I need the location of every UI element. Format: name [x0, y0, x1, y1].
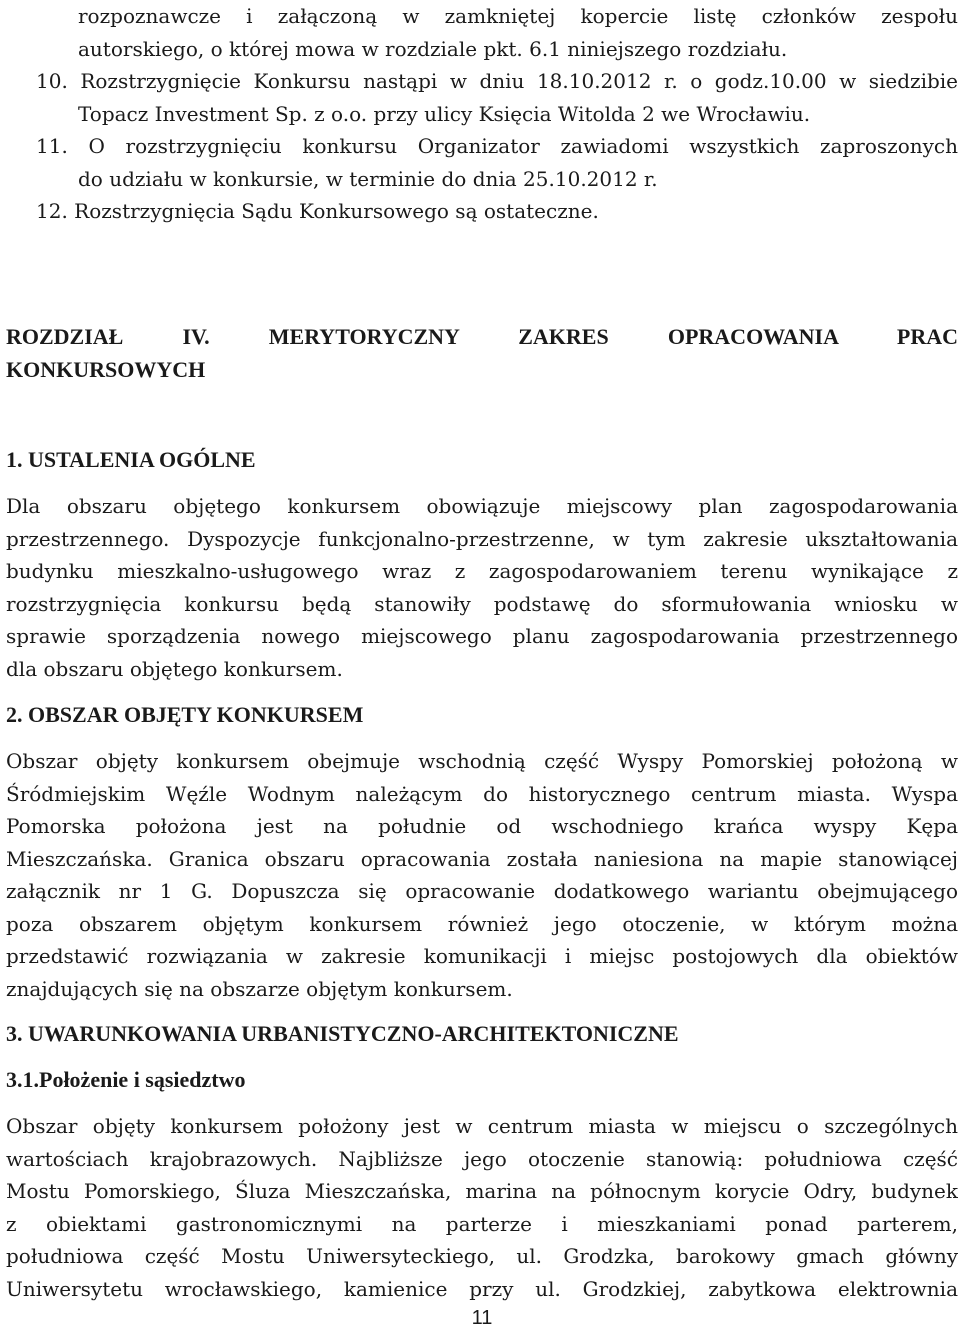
list-item-12: 12. Rozstrzygnięcia Sądu Konkursowego są ostateczne.: [36, 199, 599, 223]
paragraph-line: Dla obszaru objętego konkursem obowiązuje miejscowy plan zagospodarowania: [6, 494, 958, 518]
paragraph-line: dla obszaru objętego konkursem.: [6, 656, 343, 681]
paragraph-line: Pomorska położona jest na południe od wschodniego krańca wyspy Kępa: [6, 814, 958, 838]
paragraph-line: budynku mieszkalno-usługowego wraz z zagospodarowaniem terenu wynikające z: [6, 559, 958, 583]
paragraph-line: Obszar objęty konkursem obejmuje wschodnią część Wyspy Pomorskiej położoną w: [6, 749, 958, 773]
paragraph-line: sprawie sporządzenia nowego miejscowego planu zagospodarowania przestrzennego: [6, 624, 958, 648]
section-3-1: [6, 1064, 958, 1097]
section-3-heading: 3. UWARUNKOWANIA URBANISTYCZNO-ARCHITEKTONICZNE: [6, 1021, 679, 1046]
page-number: 11: [471, 1307, 493, 1329]
list-item-10: 10. Rozstrzygnięcie Konkursu nastąpi w dniu 18.10.2012 r. o godz.10.00 w siedzibie: [36, 69, 958, 93]
list-line: Topacz Investment Sp. z o.o. przy ulicy Księcia Witolda 2 we Wrocławiu.: [78, 101, 811, 126]
paragraph-line: południowa część Mostu Uniwersyteckiego, ul. Grodzka, barokowy gmach główny: [6, 1244, 958, 1268]
chapter-title-line1: ROZDZIAŁ IV. MERYTORYCZNY ZAKRES OPRACOWANIA PRAC: [6, 324, 958, 349]
list-line: do udziału w konkursie, w terminie do dnia 25.10.2012 r.: [78, 166, 658, 191]
chapter-heading: [6, 321, 958, 386]
paragraph-line: Obszar objęty konkursem położony jest w centrum miasta w miejscu o szczególnych: [6, 1114, 958, 1138]
section-1-body: [6, 490, 958, 685]
paragraph-line: wartościach krajobrazowych. Najbliższe jego otoczenie stanowią: południowa część: [6, 1146, 958, 1171]
section-3-1-body: [6, 1110, 958, 1305]
section-1: [6, 444, 958, 477]
regulations-list: [6, 0, 958, 228]
paragraph-line: poza obszarem objętym konkursem również jego otoczenie, w którym można: [6, 911, 958, 936]
list-line: autorskiego, o której mowa w rozdziale pkt. 6.1 niniejszego rozdziału.: [78, 36, 788, 61]
section-2-heading: 2. OBSZAR OBJĘTY KONKURSEM: [6, 702, 364, 727]
section-2-body: [6, 745, 958, 1005]
section-1-heading: 1. USTALENIA OGÓLNE: [6, 447, 256, 472]
paragraph-line: załącznik nr 1 G. Dopuszcza się opracowanie dodatkowego wariantu obejmującego: [6, 879, 958, 903]
section-2: [6, 699, 958, 732]
section-3: [6, 1018, 958, 1051]
chapter-title-line2: KONKURSOWYCH: [6, 356, 206, 382]
paragraph-line: Mieszczańska. Granica obszaru opracowania została naniesiona na mapie stanowiącej: [6, 846, 958, 871]
section-3-1-heading: 3.1.Położenie i sąsiedztwo: [6, 1067, 246, 1092]
paragraph-line: Śródmiejskim Węźle Wodnym należącym do historycznego centrum miasta. Wyspa: [6, 781, 958, 806]
paragraph-line: przedstawić rozwiązania w zakresie komunikacji i miejsc postojowych dla obiektów: [6, 944, 958, 968]
paragraph-line: Mostu Pomorskiego, Śluza Mieszczańska, marina na północnym korycie Odry, budynek: [6, 1179, 958, 1203]
paragraph-line: przestrzennego. Dyspozycje funkcjonalno-przestrzenne, w tym zakresie ukształtowania: [6, 526, 958, 551]
paragraph-line: Uniwersytetu wrocławskiego, kamienice przy ul. Grodzkiej, zabytkowa elektrownia: [6, 1276, 958, 1301]
paragraph-line: znajdujących się na obszarze objętym konkursem.: [6, 976, 513, 1001]
list-item-11: 11. O rozstrzygnięciu konkursu Organizator zawiadomi wszystkich zaproszonych: [36, 134, 958, 158]
document-page: [6, 0, 958, 1331]
paragraph-line: rozstrzygnięcia konkursu będą stanowiły podstawę do sformułowania wniosku w: [6, 591, 958, 616]
paragraph-line: z obiektami gastronomicznymi na parterze i mieszkaniami ponad parterem,: [6, 1211, 958, 1236]
list-line: rozpoznawcze i załączoną w zamkniętej kopercie listę członków zespołu: [78, 4, 958, 28]
